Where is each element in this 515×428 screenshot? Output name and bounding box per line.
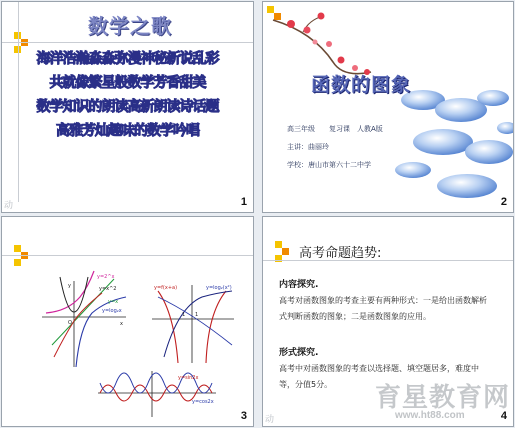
- section-heading: 内容探究.: [279, 280, 319, 290]
- corner-text: 动: [265, 415, 275, 425]
- section-paragraph: 高考对函数图象的考查主要有两种形式：一是给出函数解析式判断函数的图象；二是函数图象的应用。: [279, 296, 487, 321]
- slide-number: 1: [240, 196, 247, 208]
- graph-label: y=log₂x: [102, 308, 122, 314]
- watermark-logo: 育星教育网: [375, 383, 511, 413]
- corner-text: 动: [4, 201, 14, 211]
- blossom-branch: [273, 13, 371, 76]
- graph-label: y=log₂(x²): [206, 285, 232, 291]
- function-graphs: [2, 217, 254, 427]
- info-line: 主讲：曲丽玲: [287, 143, 329, 151]
- graph-label: y=f(x+a): [154, 285, 178, 291]
- slide-3-thumbnail[interactable]: [1, 216, 254, 427]
- slide-title: 高考命题趋势:: [299, 246, 382, 261]
- water-drops: [395, 90, 514, 198]
- graph-trig: [98, 371, 216, 417]
- graph-exponential-log: [42, 271, 126, 367]
- graph-transformations: [152, 285, 234, 363]
- slide-number: 4: [500, 410, 507, 422]
- info-line: 学校：唐山市第六十二中学: [287, 161, 371, 169]
- axis-label: y: [68, 283, 71, 289]
- axis-label: x: [120, 321, 123, 327]
- slide-title: 数学之歌: [88, 14, 172, 38]
- graph-label: y=x: [108, 299, 119, 305]
- graph-label: y=x^2: [99, 286, 117, 292]
- slide-number: 3: [240, 410, 247, 422]
- slide-2-thumbnail[interactable]: [262, 1, 514, 213]
- poem-line: 海洋浩瀚淼淼弥漫神秘新说乱彩: [36, 51, 219, 67]
- slide-1-thumbnail[interactable]: [1, 1, 254, 213]
- water-drops-background: [263, 2, 514, 213]
- slide-title: 函数的图象: [311, 74, 412, 96]
- slide-number: 2: [500, 196, 507, 208]
- poem-line: 数学知识的朗读高新朗读诗话题: [36, 99, 219, 115]
- slide-4-thumbnail[interactable]: [262, 216, 514, 427]
- section-heading: 形式探究.: [279, 348, 319, 358]
- section-paragraph: 高考中对函数图象的考查以选择题、填空题居多，难度中等，分值5分。: [279, 364, 479, 389]
- watermark-url: www.ht88.com: [395, 410, 465, 421]
- poem-line: 共就像繁星般数学芳香甜美: [49, 75, 206, 91]
- info-line: 高三年级 复习课 人教A版: [287, 125, 383, 133]
- graph-label: y=sin2x: [178, 375, 199, 381]
- graph-label: y=cos2x: [192, 399, 214, 405]
- tick-label: 1: [195, 312, 199, 318]
- poem-line: 高雅芳灿趣味的数学吟唱: [56, 123, 199, 139]
- tick-label: 1: [182, 312, 186, 318]
- graph-label: y=2^x: [97, 274, 115, 280]
- axis-label: O: [68, 320, 72, 326]
